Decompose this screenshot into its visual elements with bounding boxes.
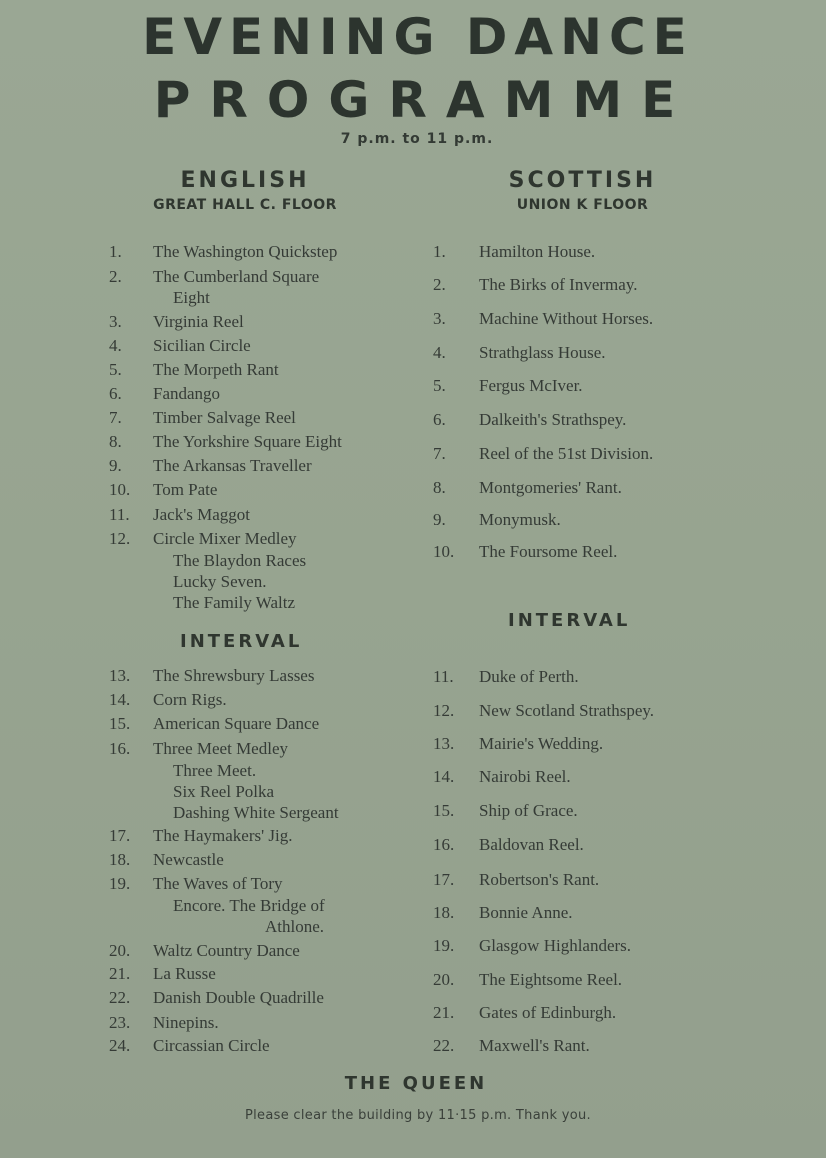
dance-number: 17. — [433, 870, 455, 889]
dance-number: 21. — [433, 1003, 455, 1022]
dance-sub-item: Lucky Seven. — [173, 572, 267, 591]
title-line-1: EVENING DANCE — [142, 8, 694, 66]
dance-name: Bonnie Anne. — [479, 903, 573, 922]
title-line-2: PROGRAMME — [153, 71, 695, 129]
dance-number: 5. — [433, 376, 446, 395]
dance-number: 8. — [433, 478, 446, 497]
dance-name: The Shrewsbury Lasses — [153, 666, 315, 685]
dance-name: The Cumberland Square — [153, 267, 320, 286]
dance-number: 3. — [109, 312, 122, 331]
dance-name: Strathglass House. — [479, 343, 606, 362]
dance-name: American Square Dance — [153, 714, 320, 733]
dance-name: The Arkansas Traveller — [153, 456, 312, 475]
dance-name: The Eightsome Reel. — [479, 970, 623, 989]
dance-name: Newcastle — [153, 850, 224, 869]
dance-name: Jack's Maggot — [153, 505, 251, 524]
dance-number: 20. — [433, 970, 455, 989]
dance-number: 17. — [109, 826, 131, 845]
dance-number: 15. — [109, 714, 131, 733]
dance-name: Glasgow Highlanders. — [479, 936, 632, 955]
dance-sub-item: Encore. The Bridge of — [173, 896, 325, 915]
dance-sub-item: The Blaydon Races — [173, 551, 307, 570]
english-venue: GREAT HALL C. FLOOR — [153, 197, 337, 213]
dance-number: 10. — [433, 542, 455, 561]
english-heading: ENGLISH — [180, 168, 310, 193]
dance-name: The Waves of Tory — [153, 874, 283, 893]
dance-number: 1. — [433, 242, 446, 261]
dance-number: 15. — [433, 801, 455, 820]
dance-number: 7. — [109, 408, 122, 427]
dance-number: 5. — [109, 360, 122, 379]
dance-name: Hamilton House. — [479, 242, 596, 261]
dance-name: The Yorkshire Square Eight — [153, 432, 342, 451]
dance-sub-item: Eight — [173, 288, 210, 307]
dance-name: Nairobi Reel. — [479, 767, 571, 786]
dance-number: 4. — [109, 336, 122, 355]
dance-name: New Scotland Strathspey. — [479, 701, 655, 720]
dance-name: Fandango — [153, 384, 221, 403]
dance-name: Waltz Country Dance — [153, 941, 300, 960]
dance-number: 7. — [433, 444, 446, 463]
scottish-heading: SCOTTISH — [508, 168, 657, 193]
dance-name: The Foursome Reel. — [479, 542, 618, 561]
dance-number: 6. — [109, 384, 122, 403]
dance-number: 9. — [109, 456, 122, 475]
dance-number: 6. — [433, 410, 446, 429]
dance-name: Montgomeries' Rant. — [479, 478, 622, 497]
dance-number: 16. — [109, 739, 131, 758]
dance-name: Dalkeith's Strathspey. — [479, 410, 627, 429]
closing-notice: Please clear the building by 11·15 p.m. Thank you. — [245, 1108, 591, 1123]
dance-name: Virginia Reel — [153, 312, 244, 331]
dance-name: Ship of Grace. — [479, 801, 578, 820]
dance-name: The Morpeth Rant — [153, 360, 279, 379]
english-column-header — [120, 168, 370, 213]
dance-name: Monymusk. — [479, 510, 561, 529]
dance-number: 13. — [433, 734, 455, 753]
dance-number: 13. — [109, 666, 131, 685]
english-interval: INTERVAL — [180, 631, 303, 652]
dance-number: 11. — [433, 667, 454, 686]
dance-number: 9. — [433, 510, 446, 529]
dance-sub-item: The Family Waltz — [173, 593, 296, 612]
dance-number: 11. — [109, 505, 130, 524]
dance-name: Reel of the 51st Division. — [479, 444, 654, 463]
dance-name: Fergus McIver. — [479, 376, 583, 395]
dance-number: 12. — [109, 529, 131, 548]
dance-name: Maxwell's Rant. — [479, 1036, 590, 1055]
dance-name: The Birks of Invermay. — [479, 275, 638, 294]
dance-name: Circle Mixer Medley — [153, 529, 297, 548]
dance-sub-item: Athlone. — [265, 917, 325, 936]
dance-number: 14. — [433, 767, 455, 786]
dance-name: Duke of Perth. — [479, 667, 579, 686]
dance-name: La Russe — [153, 964, 216, 983]
dance-name: Timber Salvage Reel — [153, 408, 296, 427]
dance-name: Circassian Circle — [153, 1036, 270, 1055]
dance-number: 4. — [433, 343, 446, 362]
dance-number: 24. — [109, 1036, 131, 1055]
dance-number: 20. — [109, 941, 131, 960]
dance-name: Tom Pate — [153, 480, 218, 499]
dance-name: Robertson's Rant. — [479, 870, 600, 889]
dance-number: 1. — [109, 242, 122, 261]
dance-number: 8. — [109, 432, 122, 451]
dance-name: Mairie's Wedding. — [479, 734, 604, 753]
event-time: 7 p.m. to 11 p.m. — [340, 131, 494, 147]
dance-name: The Washington Quickstep — [153, 242, 338, 261]
dance-name: The Haymakers' Jig. — [153, 826, 293, 845]
dance-number: 18. — [433, 903, 455, 922]
dance-number: 12. — [433, 701, 455, 720]
dance-number: 19. — [109, 874, 131, 893]
scottish-interval: INTERVAL — [508, 610, 631, 631]
dance-sub-item: Six Reel Polka — [173, 782, 275, 801]
dance-number: 10. — [109, 480, 131, 499]
dance-name: Corn Rigs. — [153, 690, 227, 709]
dance-number: 21. — [109, 964, 131, 983]
dance-number: 18. — [109, 850, 131, 869]
closing-anthem: THE QUEEN — [344, 1073, 488, 1094]
dance-number: 22. — [109, 988, 131, 1007]
scottish-venue: UNION K FLOOR — [516, 197, 649, 213]
dance-number: 22. — [433, 1036, 455, 1055]
dance-name: Three Meet Medley — [153, 739, 288, 758]
dance-number: 2. — [109, 267, 122, 286]
dance-number: 14. — [109, 690, 131, 709]
dance-name: Machine Without Horses. — [479, 309, 654, 328]
dance-number: 2. — [433, 275, 446, 294]
scottish-column-header — [470, 168, 695, 213]
dance-name: Danish Double Quadrille — [153, 988, 324, 1007]
dance-name: Ninepins. — [153, 1013, 219, 1032]
dance-number: 23. — [109, 1013, 131, 1032]
dance-number: 19. — [433, 936, 455, 955]
dance-name: Gates of Edinburgh. — [479, 1003, 617, 1022]
dance-number: 3. — [433, 309, 446, 328]
dance-sub-item: Dashing White Sergeant — [173, 803, 339, 822]
dance-sub-item: Three Meet. — [173, 761, 257, 780]
dance-name: Baldovan Reel. — [479, 835, 584, 854]
dance-number: 16. — [433, 835, 455, 854]
dance-name: Sicilian Circle — [153, 336, 251, 355]
